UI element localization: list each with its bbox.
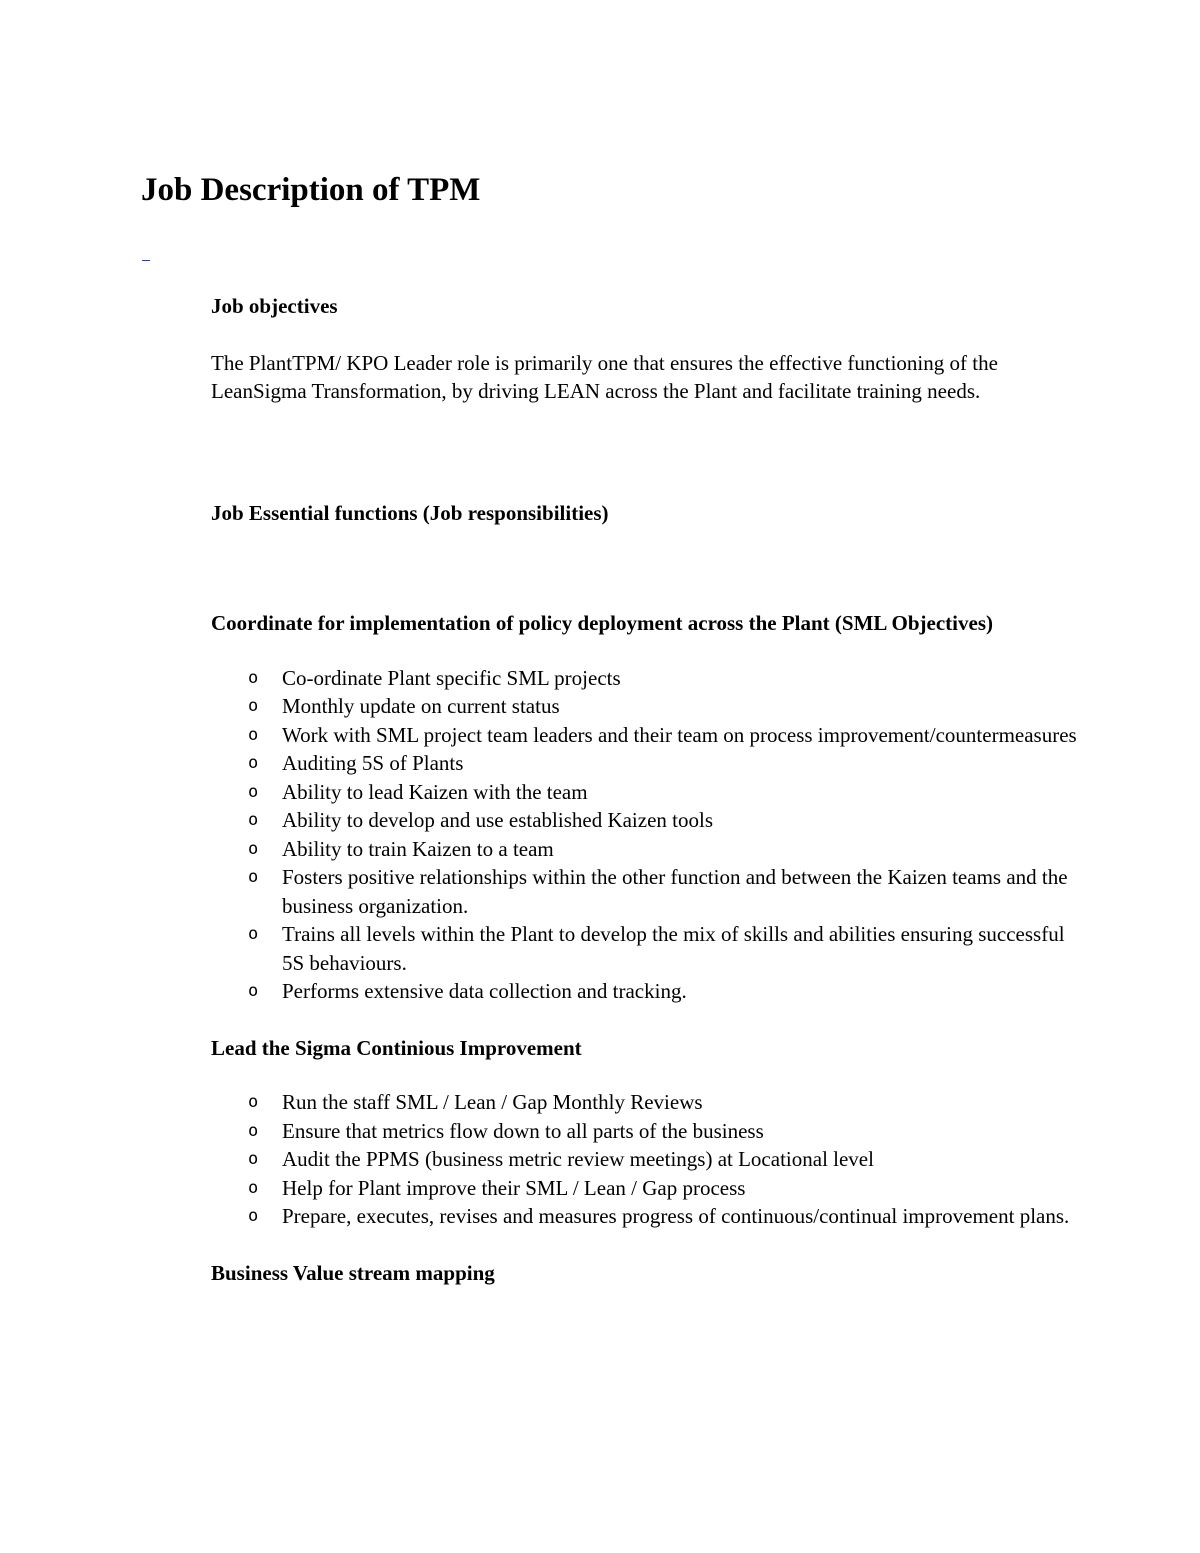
list-item-text: Run the staff SML / Lean / Gap Monthly Reviews bbox=[282, 1090, 703, 1114]
bullet-circle-icon: o bbox=[248, 1149, 259, 1169]
list-item bbox=[211, 835, 1081, 864]
bullet-circle-icon: o bbox=[248, 1120, 259, 1141]
list-item-text: Work with SML project team leaders and their team on process improvement/countermeasures bbox=[282, 722, 1077, 747]
document-title: Job Description of TPM bbox=[141, 172, 481, 208]
list-item bbox=[211, 1117, 1081, 1146]
list-item-text: Ability to lead Kaizen with the team bbox=[282, 779, 588, 804]
bullet-circle-icon: o bbox=[248, 667, 259, 688]
list-item bbox=[211, 778, 1081, 807]
list-item bbox=[211, 1145, 1081, 1174]
list-item-text: Monthly update on current status bbox=[282, 694, 560, 718]
list-item bbox=[211, 806, 1081, 835]
section-heading-value-stream-mapping: Business Value stream mapping bbox=[211, 1260, 495, 1285]
sigma-bullet-list bbox=[211, 1088, 1081, 1231]
section-heading-essential-functions: Job Essential functions (Job responsibilities) bbox=[211, 500, 609, 525]
bullet-circle-icon: o bbox=[248, 981, 259, 1001]
document-body bbox=[211, 292, 1081, 1287]
bullet-circle-icon: o bbox=[248, 753, 259, 773]
list-item bbox=[211, 1202, 1081, 1231]
list-item bbox=[211, 1174, 1081, 1203]
section-heading-sigma-improvement: Lead the Sigma Continious Improvement bbox=[211, 1035, 582, 1060]
bullet-circle-icon: o bbox=[248, 696, 259, 716]
coordinate-bullet-list bbox=[211, 664, 1081, 1006]
list-item bbox=[211, 1088, 1081, 1117]
list-item-text: Ability to train Kaizen to a team bbox=[282, 836, 554, 861]
list-item-text: Fosters positive relationships within the other function and between the Kaizen teams and the business organization. bbox=[282, 865, 1068, 918]
list-item bbox=[211, 721, 1081, 750]
list-item-text: Ensure that metrics flow down to all parts of the business bbox=[282, 1118, 764, 1143]
list-item bbox=[211, 692, 1081, 721]
list-item-text: Co-ordinate Plant specific SML projects bbox=[282, 665, 621, 690]
list-item-text: Prepare, executes, revises and measures progress of continuous/continual improvement plans. bbox=[282, 1204, 1070, 1228]
bullet-circle-icon: o bbox=[248, 724, 259, 745]
bullet-circle-icon: o bbox=[248, 1177, 259, 1198]
list-item bbox=[211, 920, 1081, 977]
bullet-circle-icon: o bbox=[248, 781, 259, 802]
bullet-circle-icon: o bbox=[248, 1206, 259, 1226]
list-item-text: Audit the PPMS (business metric review meetings) at Locational level bbox=[282, 1147, 874, 1171]
job-objectives-paragraph: The PlantTPM/ KPO Leader role is primarily one that ensures the effective functioning of the LeanSigma Transformation, by driving LEAN across the Plant and facilitate training needs. bbox=[211, 350, 998, 403]
bullet-circle-icon: o bbox=[248, 1092, 259, 1112]
list-item bbox=[211, 977, 1081, 1006]
list-item-text: Help for Plant improve their SML / Lean / Gap process bbox=[282, 1175, 746, 1200]
list-item-text: Auditing 5S of Plants bbox=[282, 751, 464, 775]
section-heading-coordinate-policy: Coordinate for implementation of policy deployment across the Plant (SML Objectives) bbox=[211, 611, 993, 635]
list-item bbox=[211, 664, 1081, 693]
section-heading-job-objectives: Job objectives bbox=[211, 294, 338, 318]
list-item-text: Ability to develop and use established Kaizen tools bbox=[282, 808, 713, 832]
empty-link-marker[interactable] bbox=[142, 260, 150, 261]
list-item-text: Trains all levels within the Plant to develop the mix of skills and abilities ensuring successful 5S behaviours. bbox=[282, 922, 1065, 975]
list-item bbox=[211, 749, 1081, 778]
list-item-text: Performs extensive data collection and tracking. bbox=[282, 979, 687, 1003]
bullet-circle-icon: o bbox=[248, 924, 259, 944]
list-item bbox=[211, 863, 1081, 920]
bullet-circle-icon: o bbox=[248, 838, 259, 859]
bullet-circle-icon: o bbox=[248, 867, 259, 887]
bullet-circle-icon: o bbox=[248, 810, 259, 830]
